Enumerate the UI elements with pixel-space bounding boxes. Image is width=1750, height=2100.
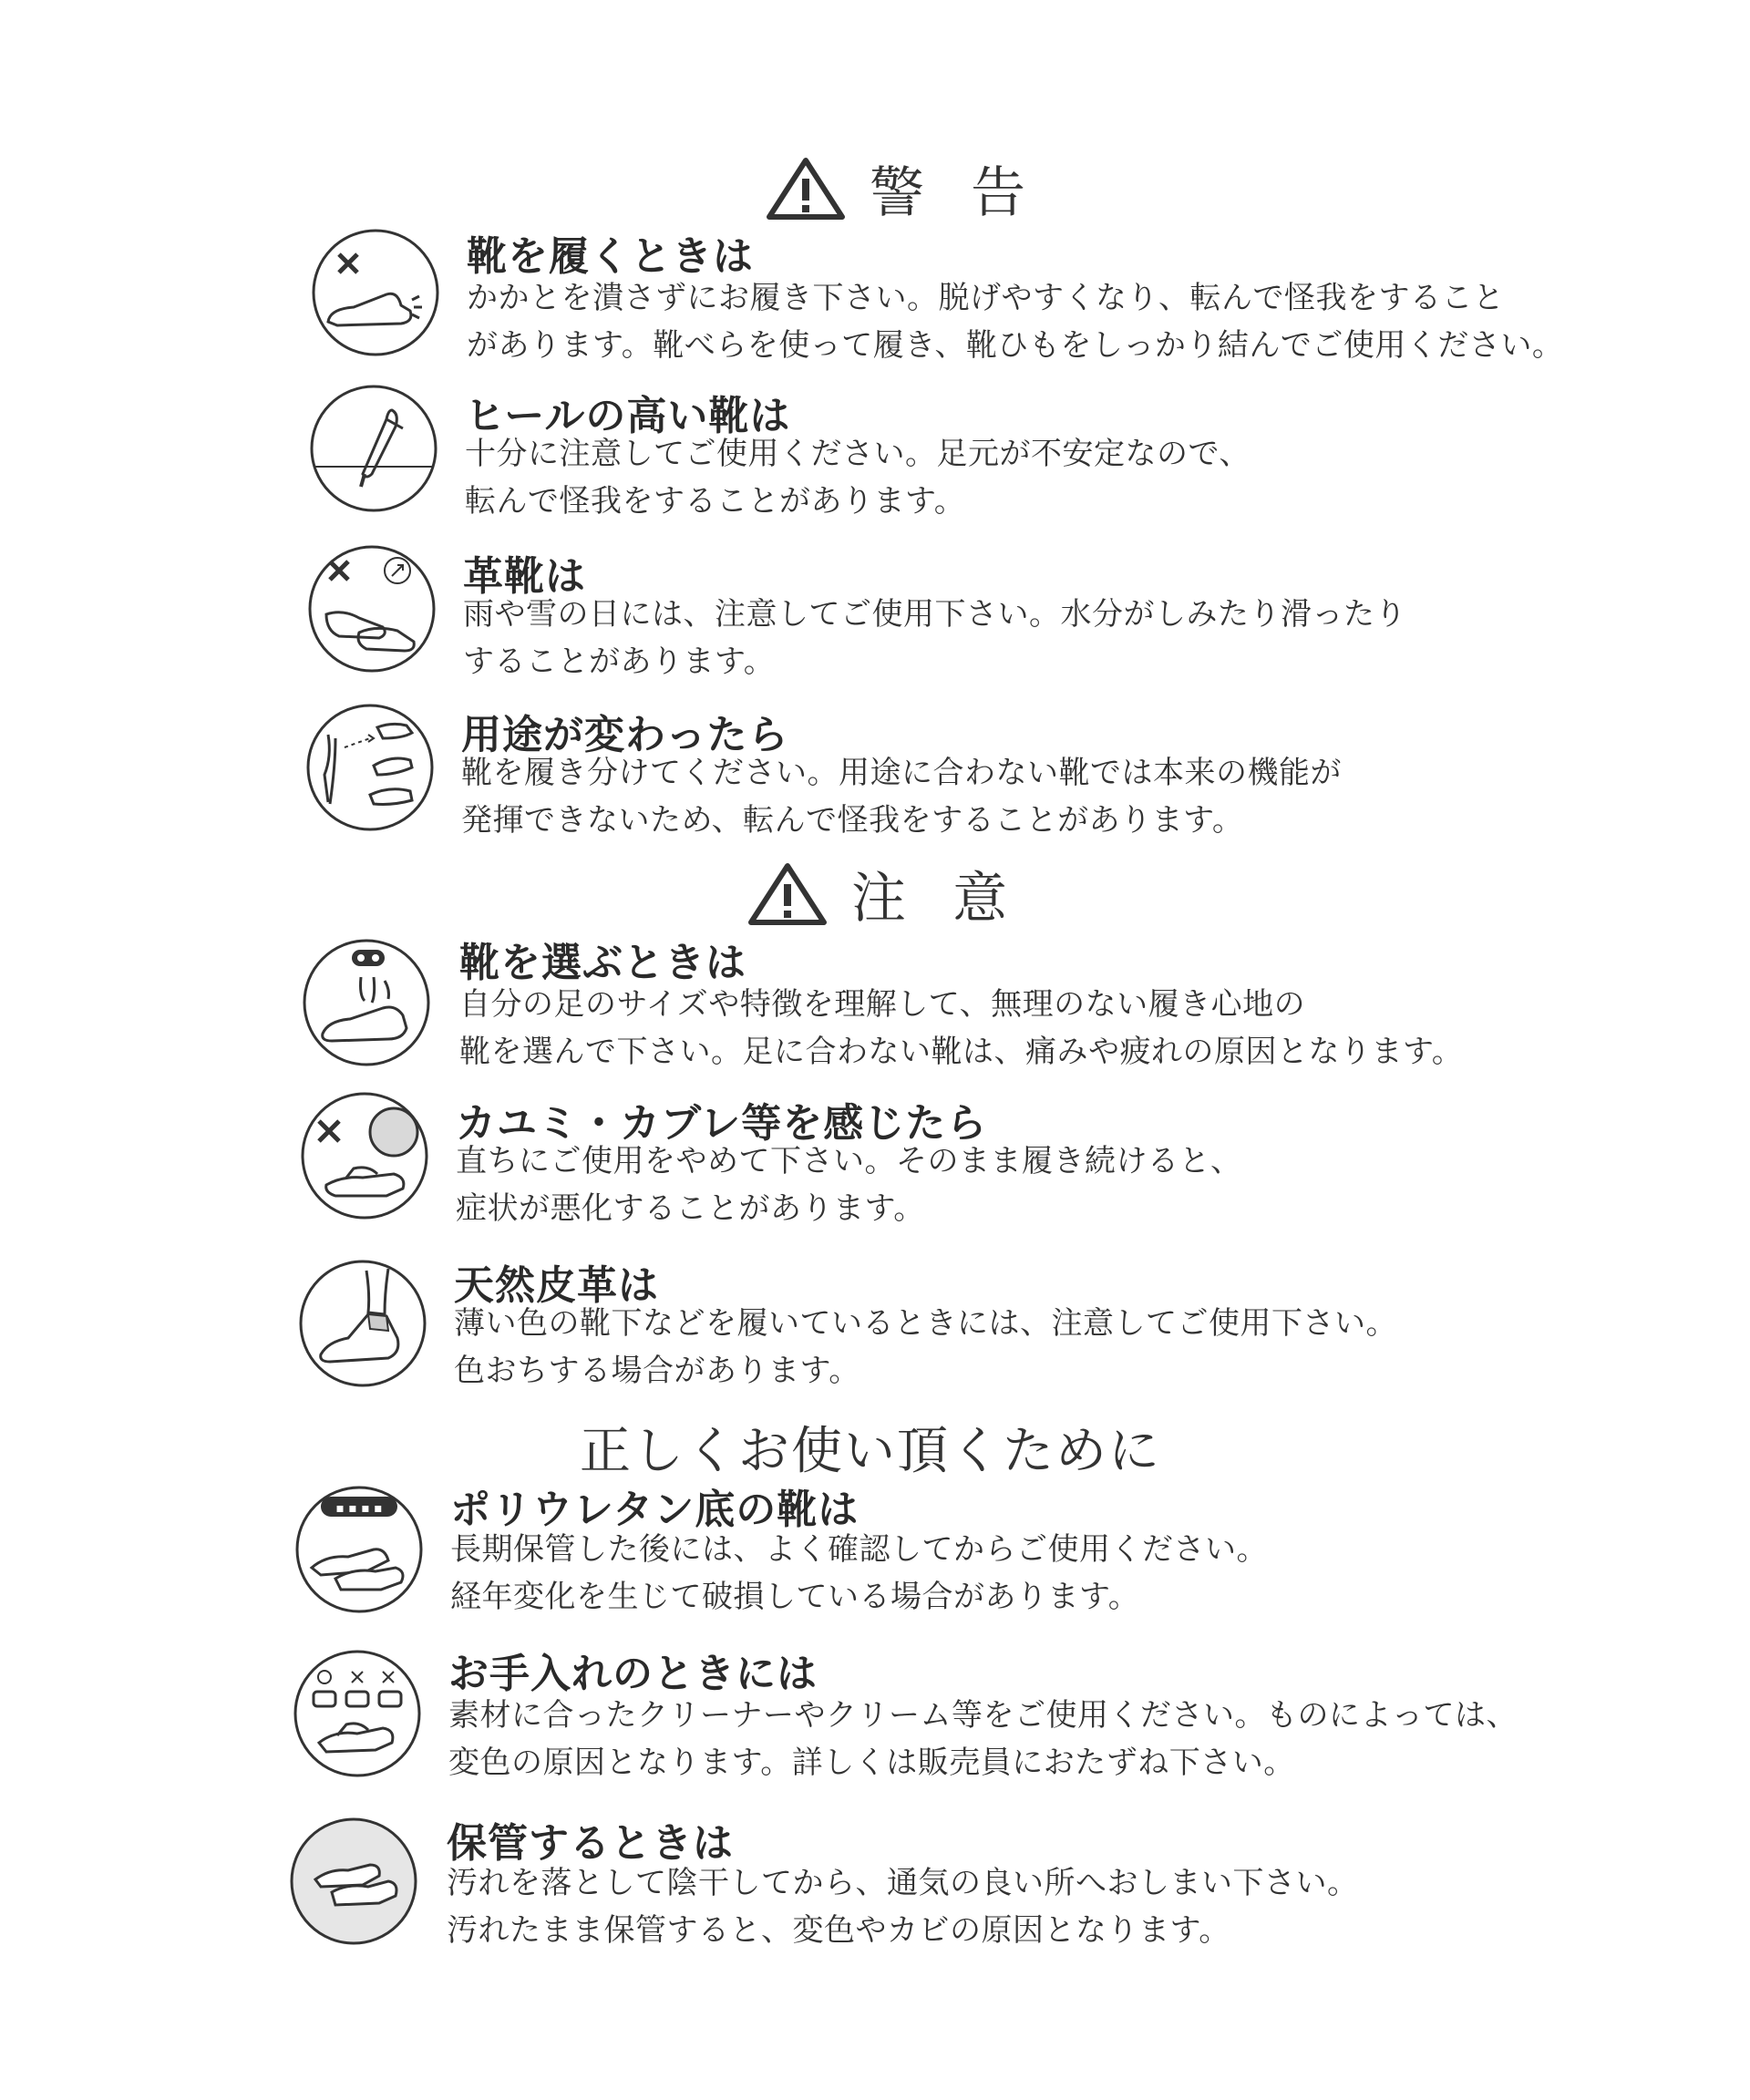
item-line: 汚れを落として陰干してから、通気の良い所へおしまい下さい。: [447, 1865, 1359, 1901]
item-line: 靴を選んで下さい。足に合わない靴は、痛みや疲れの原因となります。: [459, 1034, 1464, 1070]
item-title: 天然皮革は: [454, 1262, 659, 1309]
item-line: 十分に注意してご使用ください。足元が不安定なので、: [465, 436, 1251, 472]
item-title: 保管するときは: [447, 1820, 734, 1867]
item-description: [465, 430, 1251, 525]
item-line: 経年変化を生じて破損している場合があります。: [450, 1579, 1140, 1615]
item-line: 変色の原因となります。詳しくは販売員におたずね下さい。: [448, 1745, 1295, 1781]
item-title: 用途が変わったら: [461, 712, 789, 758]
item-description: [463, 591, 1406, 685]
item-line: 自分の足のサイズや特徴を理解して、無理のない履き心地の: [459, 986, 1306, 1023]
warning-section-header: [766, 149, 1040, 228]
caution-section-header: [747, 855, 1022, 933]
caution-title: 注 意: [851, 867, 1023, 931]
skin-irritation-icon: [299, 1090, 430, 1221]
item-line: 色おちする場合があります。: [454, 1353, 860, 1389]
item-line: 素材に合ったクリーナーやクリーム等をご使用ください。ものによっては、: [448, 1697, 1518, 1734]
shoe-purpose-icon: [304, 702, 436, 833]
shoe-storage-icon: [288, 1816, 419, 1947]
item-line: 長期保管した後には、よく確認してからご使用ください。: [450, 1531, 1268, 1568]
item-line: することがあります。: [463, 643, 776, 680]
shoe-heel-crush-icon: [310, 227, 441, 358]
item-line: があります。靴べらを使って履き、靴ひもをしっかり結んでご使用ください。: [467, 327, 1564, 364]
shoe-size-icon: [301, 937, 432, 1068]
shoe-care-icon: [292, 1648, 423, 1779]
item-description: [454, 1300, 1397, 1395]
item-description: [447, 1859, 1359, 1954]
natural-leather-sock-icon: [297, 1258, 428, 1389]
item-title: お手入れのときには: [448, 1651, 818, 1697]
leather-shoe-rain-icon: [306, 543, 438, 674]
item-description: [459, 981, 1463, 1076]
item-line: 汚れたまま保管すると、変色やカビの原因となります。: [447, 1912, 1230, 1949]
high-heel-icon: [308, 383, 439, 514]
item-line: 発揮できないため、転んで怪我をすることがあります。: [461, 802, 1244, 839]
item-line: 転んで怪我をすることがあります。: [465, 483, 966, 520]
item-title: 革靴は: [463, 553, 586, 600]
item-title: カユミ・カブレ等を感じたら: [456, 1100, 988, 1147]
item-description: [461, 749, 1342, 844]
item-line: 症状が悪化することがあります。: [456, 1190, 925, 1227]
svg-text:▪ ▪ ▪ ▪: ▪ ▪ ▪ ▪: [335, 1501, 383, 1516]
proper-use-section-header: 正しくお使い頂くために: [580, 1422, 1161, 1481]
caution-triangle-icon: [747, 862, 828, 926]
item-title: 靴を選ぶときは: [459, 940, 746, 986]
item-line: 薄い色の靴下などを履いているときには、注意してご使用下さい。: [454, 1305, 1397, 1342]
item-line: 靴を履き分けてください。用途に合わない靴では本来の機能が: [461, 755, 1342, 791]
item-description: [448, 1692, 1518, 1786]
warning-title: 警 告: [870, 161, 1041, 225]
item-title: 靴を履くときは: [467, 233, 754, 280]
polyurethane-sole-icon: [293, 1484, 425, 1615]
item-line: 雨や雪の日には、注意してご使用下さい。水分がしみたり滑ったり: [463, 596, 1406, 633]
item-line: 直ちにご使用をやめて下さい。そのまま履き続けると、: [456, 1143, 1242, 1179]
item-description: [450, 1526, 1268, 1621]
item-description: [456, 1138, 1242, 1232]
warning-triangle-icon: [766, 157, 846, 221]
item-description: [467, 274, 1563, 369]
item-title: ヒールの高い靴は: [465, 393, 791, 439]
item-title: ポリウレタン底の靴は: [450, 1487, 860, 1533]
item-line: かかとを潰さずにお履き下さい。脱げやすくなり、転んで怪我をすること: [467, 280, 1505, 316]
